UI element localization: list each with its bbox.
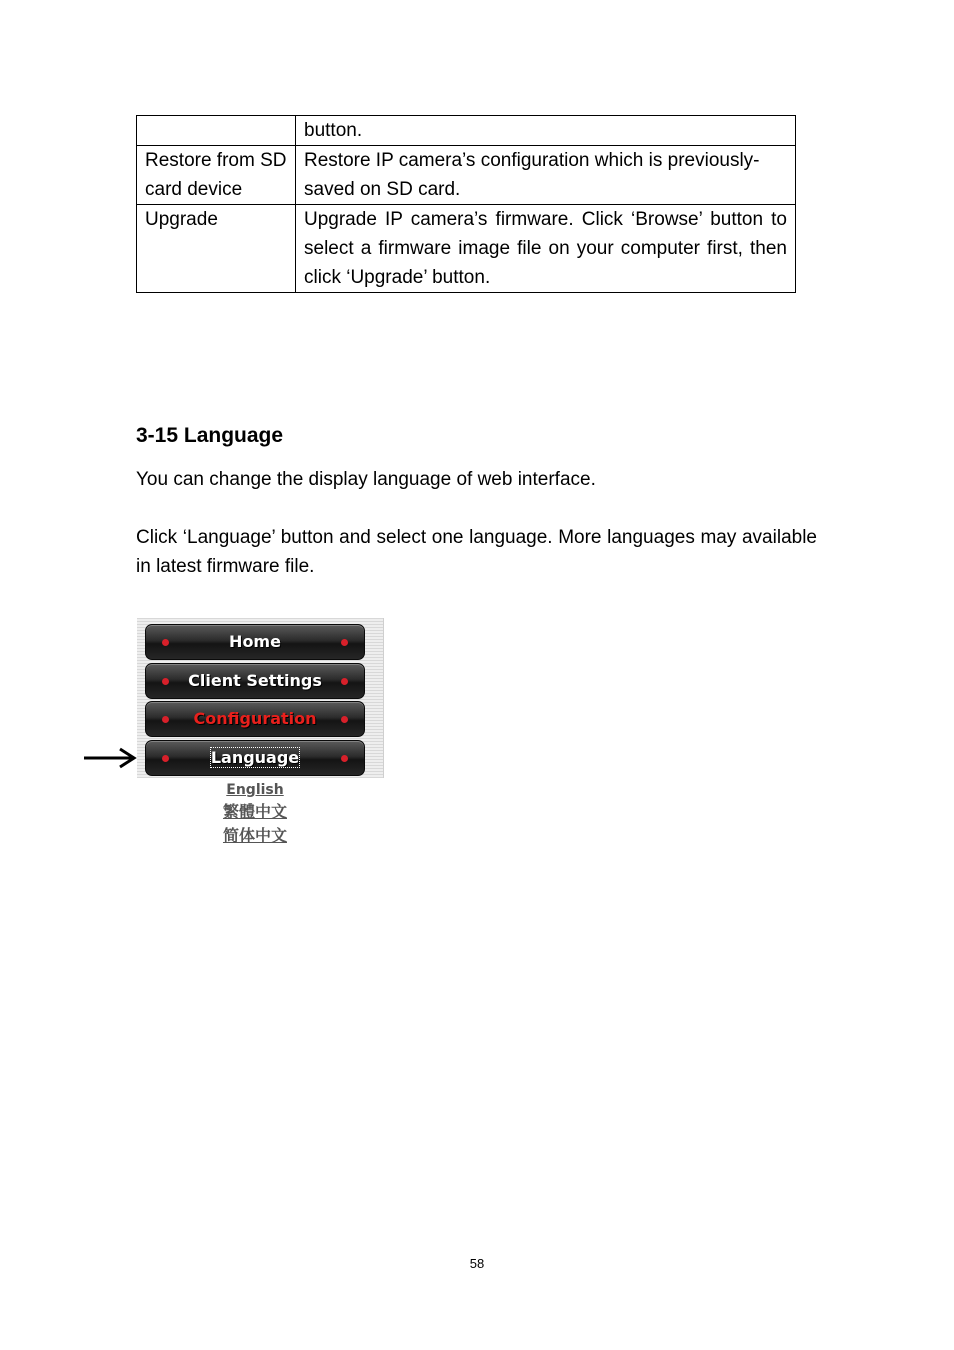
red-dot-icon [341, 716, 348, 723]
language-option-traditional-chinese[interactable]: 繁體中文 [222, 802, 287, 821]
language-button-label: Language [210, 748, 300, 767]
description-table [136, 115, 796, 293]
red-dot-icon [341, 678, 348, 685]
page-number: 58 [469, 1256, 485, 1271]
table-row [137, 205, 796, 293]
client-settings-button[interactable] [145, 663, 365, 699]
red-dot-icon [341, 755, 348, 762]
table-cell-item: Upgrade [137, 205, 296, 293]
table-row [137, 116, 796, 146]
language-menu-screenshot [137, 618, 383, 850]
language-option-english[interactable]: English [226, 782, 284, 798]
instruction-paragraph: Click ‘Language’ button and select one language. More languages may available in latest firmware file. [136, 527, 817, 577]
table-cell-item [137, 116, 296, 146]
language-button[interactable] [145, 740, 365, 776]
table-cell-description: button. [296, 116, 796, 146]
intro-paragraph: You can change the display language of web interface. [136, 469, 596, 490]
arrow-right-icon [84, 746, 138, 770]
configuration-button[interactable] [145, 701, 365, 737]
home-button-label: Home [229, 632, 281, 651]
red-dot-icon [341, 639, 348, 646]
configuration-button-label: Configuration [193, 709, 317, 728]
table-cell-description: Upgrade IP camera’s firmware. Click ‘Browse’ button to select a firmware image file on your computer first, then click ‘Upgrade’ button. [296, 205, 796, 293]
table-row [137, 146, 796, 205]
table-cell-item: Restore from SD card device [137, 146, 296, 205]
language-button-label-wrap [146, 748, 364, 768]
home-button[interactable] [145, 624, 365, 660]
section-heading: 3-15 Language [136, 424, 284, 447]
client-settings-button-label: Client Settings [188, 671, 322, 690]
table-cell-description: Restore IP camera’s configuration which is previously-saved on SD card. [296, 146, 796, 205]
language-option-simplified-chinese[interactable]: 简体中文 [222, 826, 287, 845]
